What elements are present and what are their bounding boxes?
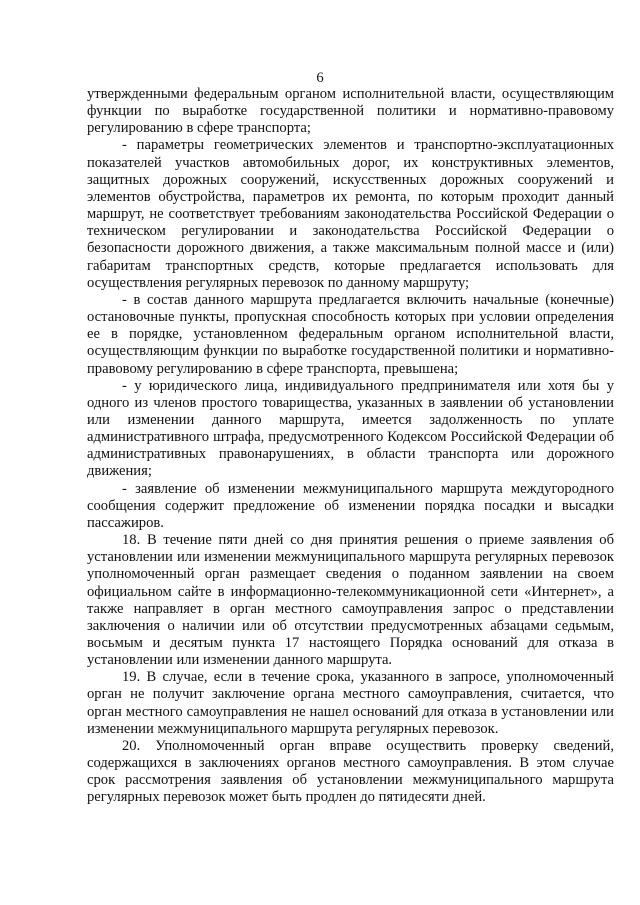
paragraph-fine-debt: - у юридического лица, индивидуального предпринимателя или хотя бы у одного из членов простого товарищества, указанных в заявлении об установлении или изменении данного маршрута, имеется задолженность по уплате административного штрафа, предусмотренного Кодексом Российской Федерации об административных правонарушениях, в области транспорта или дорожного движения; [87, 377, 614, 480]
paragraph-intercity-change: - заявление об изменении межмуниципального маршрута междугородного сообщения содержит предложение об изменении порядка посадки и высадки пассажиров. [87, 480, 614, 531]
document-body [87, 86, 614, 807]
paragraph-road-parameters: - параметры геометрических элементов и транспортно-эксплуатационных показателей участков автомобильных дорог, их конструктивных элементов, защитных дорожных сооружений, искусственных дорожных сооружений и элементов обустройства, параметров их ремонта, по которым проходит данный маршрут, не соответствует требованиям законодательства Российской Федерации о техническом регулировании и законодательства Российской Федерации о безопасности дорожного движения, а также максимальным полной массе и (или) габаритам транспортных средств, которые предлагается использовать для осуществления регулярных перевозок по данному маршруту; [87, 137, 614, 291]
page-number: 6 [316, 70, 324, 86]
paragraph-item-18: 18. В течение пяти дней со дня принятия решения о приеме заявления об установлении или изменении межмуниципального маршрута регулярных перевозок уполномоченный орган размещает сведения о поданном заявлении на своем официальном сайте в информационно-телекоммуникационной сети «Интернет», а также направляет в орган местного самоуправления запрос о представлении заключения о наличии или об отсутствии предусмотренных абзацами седьмым, восьмым и десятым пункта 17 настоящего Порядка оснований для отказа в установлении или изменении данного маршрута. [87, 532, 614, 669]
paragraph-item-19: 19. В случае, если в течение срока, указанного в запросе, уполномоченный орган не получит заключение органа местного самоуправления, считается, что орган местного самоуправления не нашел оснований для отказа в установлении или изменении межмуниципального маршрута регулярных перевозок. [87, 669, 614, 737]
paragraph-item-20: 20. Уполномоченный орган вправе осуществить проверку сведений, содержащихся в заключениях органов местного самоуправления. В этом случае срок рассмотрения заявления об установлении межмуниципального маршрута регулярных перевозок может быть продлен до пятидесяти дней. [87, 737, 614, 806]
paragraph-stops-capacity: - в состав данного маршрута предлагается включить начальные (конечные) остановочные пункты, пропускная способность которых при условии определения ее в порядке, установленном федеральным органом исполнительной власти, осуществляющим функции по выработке государственной политики и нормативно-правовому регулированию в сфере транспорта, превышена; [87, 291, 614, 377]
paragraph-continuation: утвержденными федеральным органом исполнительной власти, осуществляющим функции по выработке государственной политики и нормативно-правовому регулированию в сфере транспорта; [87, 86, 614, 137]
